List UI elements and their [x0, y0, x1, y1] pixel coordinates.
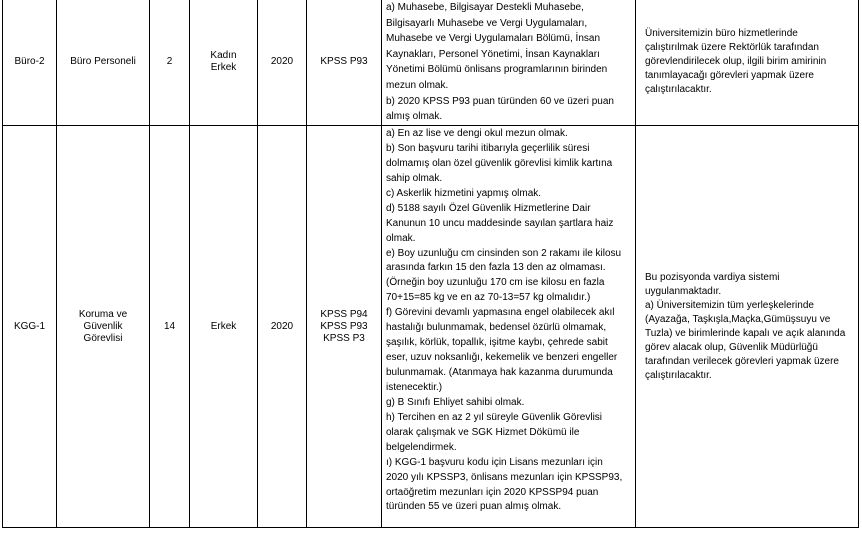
description-line: tanımlayacağı görevleri yapmak üzere — [645, 69, 814, 81]
position-title-line: Güvenlik — [83, 320, 123, 332]
requirements-cell — [382, 0, 636, 126]
position-title-cell — [57, 126, 150, 528]
position-count-cell — [150, 0, 190, 126]
exam-year: 2020 — [270, 320, 294, 332]
requirement-line: hastalığı bulunmamak, bedensel özürlü olmamak, — [386, 322, 607, 334]
requirement-line: a) En az lise ve dengi okul mezun olmak. — [386, 128, 568, 139]
position-title-line: Koruma ve — [78, 308, 128, 320]
requirement-line: bulunmamak. (Atanmaya hak kazanma durumunda — [386, 367, 613, 378]
position-title-line: Görevlisi — [83, 332, 123, 344]
requirement-line: Muhasebe ve Vergi Uygulamaları Bölümü, İnsan — [386, 33, 601, 45]
position-count-cell — [150, 126, 190, 528]
requirement-line: 70+15=85 kg ve en az 70-13=57 kg olmalıdır.) — [386, 292, 591, 304]
requirement-line: Kaynakları, Personel Yönetimi, İnsan Kaynakları — [386, 48, 600, 60]
description-line: Üniversitemizin büro hizmetlerinde — [645, 27, 798, 39]
description-line: çalıştırılacaktır. — [645, 369, 712, 381]
gender-cell — [190, 126, 258, 528]
description-line: çalıştırılacaktır. — [645, 83, 712, 95]
position-code: KGG-1 — [13, 320, 46, 332]
requirement-line: b) Son başvuru tarihi itibarıyla geçerlilik süresi — [386, 142, 590, 154]
description-line: tarafından verilecek görevleri yapmak üzere — [645, 355, 839, 367]
requirement-line: c) Askerlik hizmetini yapmış olmak. — [386, 187, 542, 199]
position-count: 14 — [163, 320, 176, 332]
description-line: Tuzla) ve birimlerinde kapalı ve açık alanında — [645, 327, 846, 339]
requirement-line: b) 2020 KPSS P93 puan türünden 60 ve üzeri puan — [386, 95, 614, 107]
score-type: KPSS P93 — [320, 55, 368, 67]
score-type: KPSS P94 — [320, 308, 368, 320]
description-cell — [636, 0, 859, 126]
requirement-line: dolmamış olan özel güvenlik görevlisi kimlik kartına — [386, 157, 613, 169]
description-line: görev alacak olup, Güvenlik Müdürlüğü — [645, 341, 818, 353]
description-cell — [636, 126, 859, 528]
position-code-cell — [3, 0, 57, 126]
exam-year: 2020 — [270, 55, 294, 67]
requirement-line: mezun olmak. — [386, 79, 449, 91]
requirement-line: g) B Sınıfı Ehliyet sahibi olmak. — [386, 396, 525, 408]
description-line: a) Üniversitemizin tüm yerleşkelerinde — [645, 299, 814, 311]
score-type: KPSS P3 — [323, 332, 365, 344]
position-code-cell — [3, 126, 57, 528]
position-count: 2 — [166, 55, 173, 67]
description-line: Bu pozisyonda vardiya sistemi — [645, 271, 780, 283]
staff-positions-table — [2, 0, 859, 528]
requirement-line: ortaöğretim mezunları için 2020 KPSSP94 puan — [386, 486, 599, 498]
requirement-line: ı) KGG-1 başvuru kodu için Lisans mezunları için — [386, 456, 603, 468]
requirement-line: belgelendirmek. — [386, 441, 457, 453]
requirement-line: (Örneğin boy uzunluğu 170 cm ise kilosu en fazla — [386, 277, 605, 289]
gender-line: Erkek — [210, 61, 237, 73]
gender-line: Erkek — [210, 320, 237, 332]
requirement-line: Bilgisayarlı Muhasebe ve Vergi Uygulamaları, — [386, 17, 588, 29]
description-line: uygulanmaktadır. — [645, 285, 722, 297]
requirement-line: istenecektir.) — [386, 381, 443, 393]
requirement-line: türünden 55 ve üzeri puan almış olmak. — [386, 501, 562, 513]
requirement-line: olmak. — [386, 232, 416, 244]
position-code: Büro-2 — [14, 55, 45, 67]
requirement-line: Kanunun 10 uncu maddesinde sayılan şartlara haiz — [386, 217, 614, 229]
description-line: (Ayazağa, Taşkışla,Maçka,Gümüşsuyu ve — [645, 313, 831, 325]
requirement-line: d) 5188 sayılı Özel Güvenlik Hizmetlerine Dair — [386, 202, 591, 214]
requirement-line: h) Tercihen en az 2 yıl süreyle Güvenlik Görevlisi — [386, 411, 603, 423]
gender-line: Kadın — [210, 49, 237, 61]
score-type: KPSS P93 — [320, 320, 368, 332]
requirement-line: eser, uzuv noksanlığı, kekemelik ve benzeri engeller — [386, 352, 618, 364]
description-line: çalıştırılmak üzere Rektörlük tarafından — [645, 41, 819, 53]
position-title-line: Büro Personeli — [70, 55, 136, 67]
table-row — [3, 0, 859, 126]
score-type-cell — [307, 126, 382, 528]
requirement-line: almış olmak. — [386, 111, 443, 123]
requirement-line: şaşılık, körlük, topallık, işitme kaybı, çehrede sabit — [386, 337, 608, 349]
exam-year-cell — [258, 126, 307, 528]
requirement-line: a) Muhasebe, Bilgisayar Destekli Muhasebe, — [386, 2, 584, 13]
score-type-cell — [307, 0, 382, 126]
requirement-line: f) Görevini devamlı yapmasına engel olabilecek akıl — [386, 307, 615, 319]
table-row — [3, 126, 859, 528]
requirement-line: e) Boy uzunluğu cm cinsinden son 2 rakamı ile kilosu — [386, 247, 622, 259]
requirement-line: sahip olmak. — [386, 172, 443, 184]
requirement-line: olarak çalışmak ve SGK Hizmet Dökümü ile — [386, 426, 580, 438]
requirements-cell — [382, 126, 636, 528]
requirement-line: Yönetimi Bölümü önlisans programlarının birinden — [386, 64, 608, 76]
exam-year-cell — [258, 0, 307, 126]
position-title-cell — [57, 0, 150, 126]
requirement-line: arasında farkın 15 den fazla 13 den az olmaması. — [386, 262, 606, 274]
description-line: görevlendirilecek olup, ilgili birim amirinin — [645, 55, 827, 67]
requirement-line: 2020 yılı KPSSP3, önlisans mezunları için KPSSP93, — [386, 471, 623, 483]
gender-cell — [190, 0, 258, 126]
